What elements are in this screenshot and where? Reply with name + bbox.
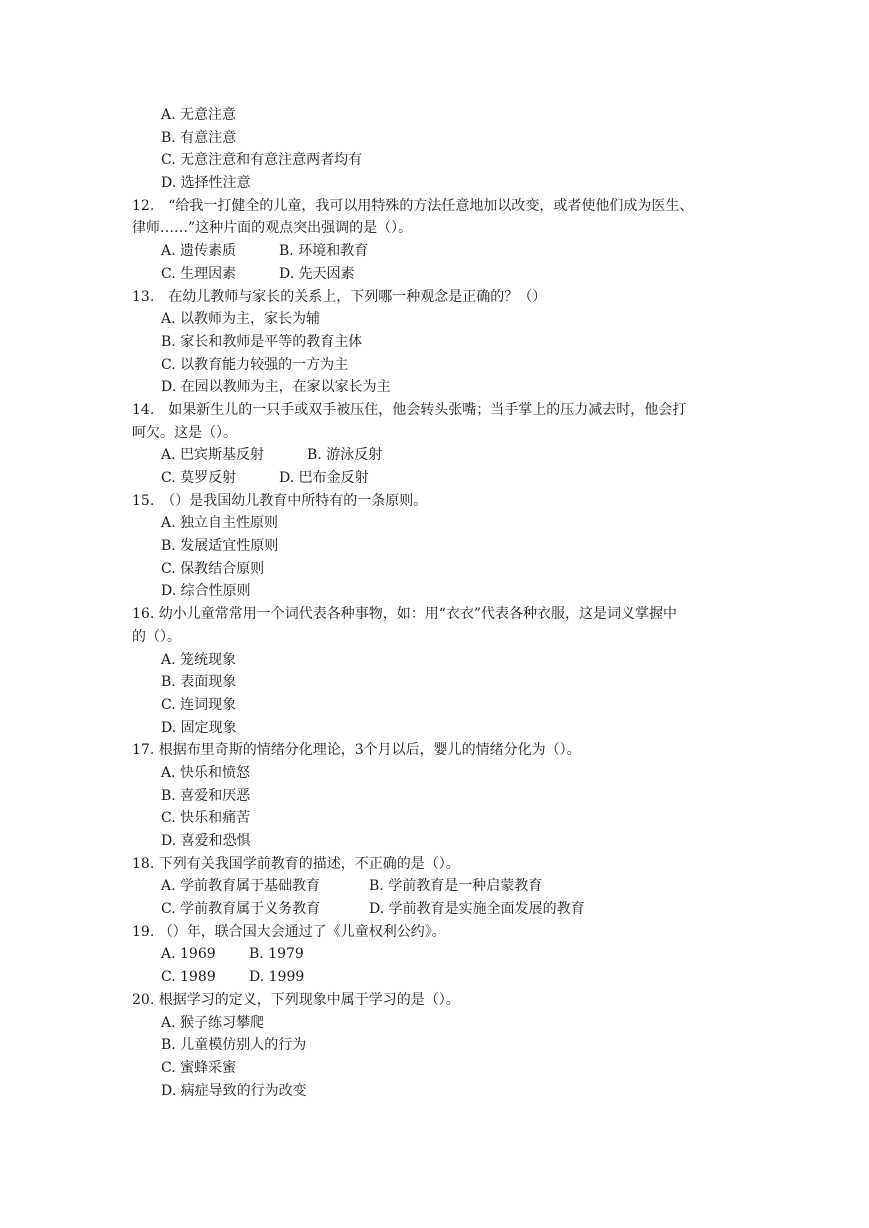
option-d: D. 固定现象 (161, 719, 237, 736)
question-12 (132, 195, 752, 286)
option-b: B. 1979 (249, 946, 304, 963)
option-row (132, 966, 752, 989)
option-d: D. 巴布金反射 (279, 470, 369, 486)
option-row (132, 898, 752, 921)
option-row (132, 467, 752, 490)
option-d: D. 在园以教师为主，在家以家长为主 (161, 379, 391, 396)
option-a: A. 巴宾斯基反射 (161, 447, 265, 464)
option-a: A. 独立自主性原则 (161, 515, 279, 532)
option-b: B. 家长和教师是平等的教育主体 (161, 333, 363, 350)
option-d: D. 学前教育是实施全面发展的教育 (369, 901, 585, 918)
question-16 (132, 603, 752, 739)
question-stem-continued: 律师……”这种片面的观点突出强调的是（）。 (132, 220, 413, 237)
option-d: D. 先天因素 (279, 265, 355, 282)
option-c: C. 学前教育属于义务教育 (161, 901, 321, 918)
option-a: A. 快乐和愤怒 (161, 764, 251, 781)
question-stem: 14. 如果新生儿的一只手或双手被压住，他会转头张嘴；当手掌上的压力减去时，他会打 (132, 401, 687, 418)
question-stem: 13. 在幼儿教师与家长的关系上，下列哪一种观念是正确的？（） (132, 288, 547, 305)
option-c: C. 以教育能力较强的一方为主 (161, 356, 349, 373)
option-c: C. 生理因素 (161, 265, 237, 282)
option-b: B. 儿童模仿别人的行为 (161, 1037, 307, 1054)
question-11-options (132, 104, 752, 195)
option-b: B. 喜爱和厌恶 (161, 787, 251, 804)
option-row (132, 943, 752, 966)
question-20 (132, 989, 752, 1102)
option-c: C. 无意注意和有意注意两者均有 (161, 152, 363, 169)
question-stem-continued: 呵欠。这是（）。 (132, 424, 237, 441)
question-stem: 18. 下列有关我国学前教育的描述，不正确的是（）。 (132, 855, 460, 872)
option-row (132, 444, 752, 467)
question-stem: 17. 根据布里奇斯的情绪分化理论，3个月以后，婴儿的情绪分化为（）。 (132, 742, 581, 759)
option-row (132, 240, 752, 263)
question-list (132, 104, 752, 1102)
option-b: B. 环境和教育 (279, 243, 369, 260)
option-row (132, 263, 752, 286)
question-18 (132, 853, 752, 921)
option-a: A. 猴子练习攀爬 (161, 1014, 265, 1031)
option-a: A. 无意注意 (161, 107, 237, 123)
option-c: C. 快乐和痛苦 (161, 810, 251, 827)
option-a: A. 以教师为主，家长为辅 (161, 311, 321, 328)
question-15 (132, 490, 752, 603)
option-c: C. 保教结合原则 (161, 560, 265, 577)
option-b: B. 学前教育是一种启蒙教育 (369, 878, 543, 895)
question-19 (132, 921, 752, 989)
option-b: B. 游泳反射 (307, 447, 383, 464)
question-stem-continued: 的（）。 (132, 628, 181, 645)
option-c: C. 1989 (161, 969, 216, 986)
option-d: D. 病症导致的行为改变 (161, 1082, 307, 1099)
question-stem: 19. （）年，联合国大会通过了《儿童权利公约》。 (132, 923, 446, 940)
option-c: C. 连词现象 (161, 696, 237, 713)
option-d: D. 1999 (249, 969, 305, 986)
option-b: B. 表面现象 (161, 674, 237, 691)
question-stem: 20. 根据学习的定义，下列现象中属于学习的是（）。 (132, 991, 460, 1008)
option-b: B. 有意注意 (161, 129, 237, 146)
option-row (132, 875, 752, 898)
option-a: A. 笼统现象 (161, 651, 237, 668)
question-13 (132, 286, 752, 399)
option-d: D. 选择性注意 (161, 175, 251, 192)
option-c: C. 蜜蜂采蜜 (161, 1059, 237, 1076)
option-a: A. 学前教育属于基础教育 (161, 878, 321, 895)
question-14 (132, 399, 752, 490)
option-d: D. 综合性原则 (161, 583, 251, 600)
option-d: D. 喜爱和恐惧 (161, 833, 251, 849)
question-stem: 16. 幼小儿童常常用一个词代表各种事物，如：用“衣衣”代表各种衣服，这是词义掌握中 (132, 606, 678, 623)
option-a: A. 遗传素质 (161, 243, 237, 260)
option-c: C. 莫罗反射 (161, 470, 237, 486)
question-stem: 12. “给我一打健全的儿童，我可以用特殊的方法任意地加以改变，或者使他们成为医生、 (132, 197, 694, 214)
question-17 (132, 739, 752, 852)
option-b: B. 发展适宜性原则 (161, 538, 279, 555)
option-a: A. 1969 (161, 946, 216, 963)
question-stem: 15. （）是我国幼儿教育中所特有的一条原则。 (132, 492, 428, 509)
